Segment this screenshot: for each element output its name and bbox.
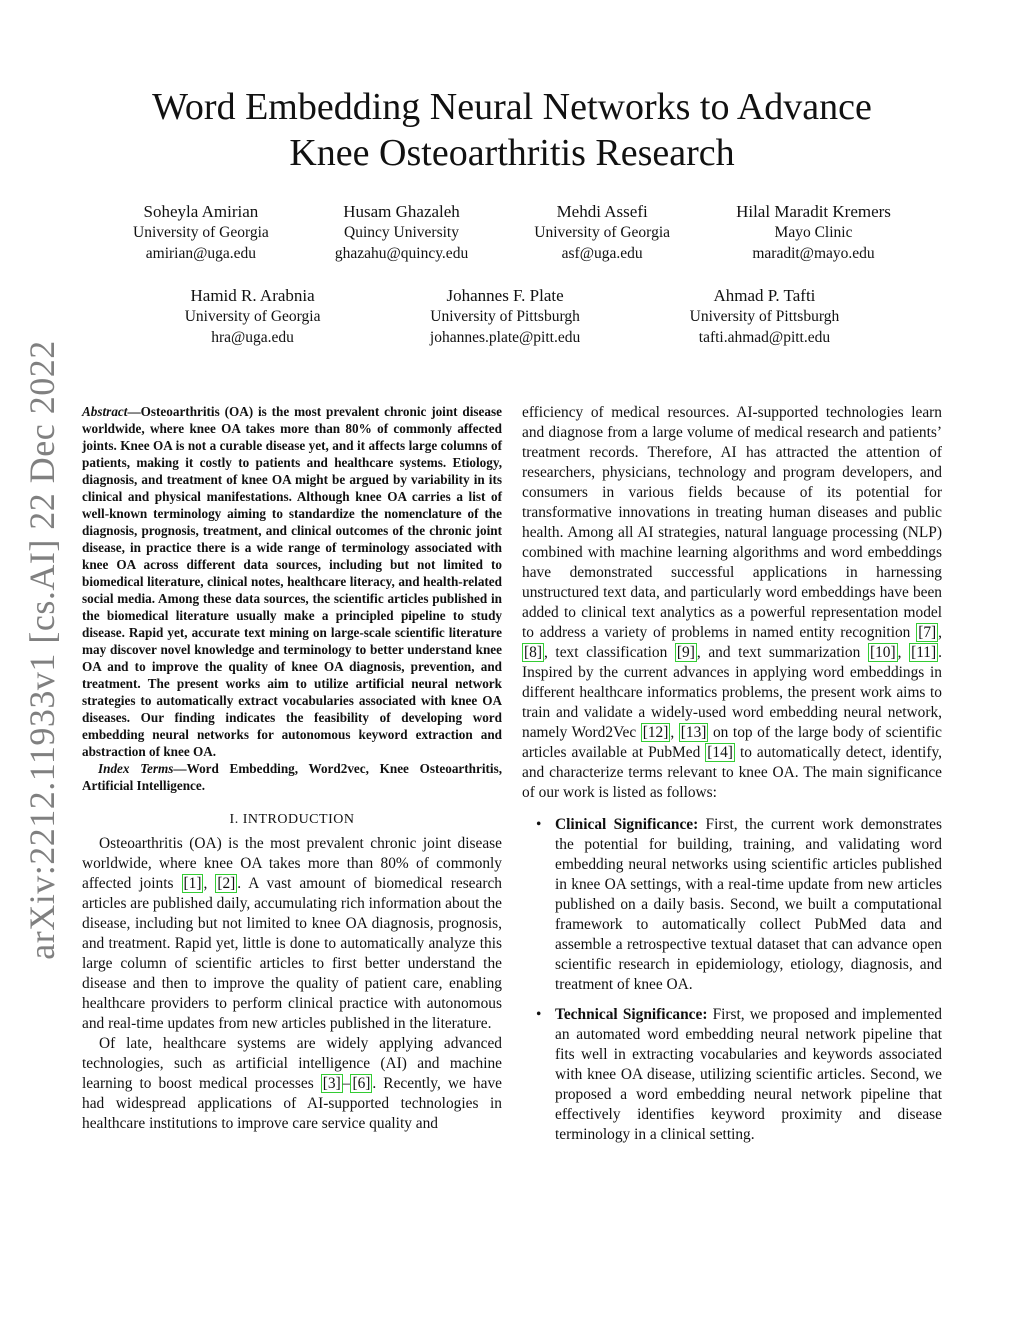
citation-link[interactable]: [13]: [680, 724, 707, 741]
author-row-1: [100, 201, 924, 264]
bullet-text: First, the current work demonstrates the potential for building, training, and validating word embedding neural networks using scientific articles published in knee OA settings, with a real-time update from new articles published on a daily basis. Second, we built a computational framework to automatically collect PubMed data and assemble a retrospective textual dataset that can advance open scientific research in epidemiology, etiology, diagnosis, and treatment of knee OA.: [555, 816, 943, 993]
text-run: Osteoarthritis (OA) is the most prevalent chronic joint disease worldwide, where knee OA takes more than 80% of commonly affected joints: [82, 835, 502, 892]
bullet-icon: •: [536, 816, 542, 833]
intro-paragraph-2: [82, 1034, 502, 1134]
author-block: [430, 285, 580, 348]
author-email[interactable]: amirian@uga.edu: [145, 245, 257, 262]
author-block: [534, 201, 670, 264]
author-email[interactable]: asf@uga.edu: [561, 245, 643, 262]
index-terms-text: —Word Embedding, Word2vec, Knee Osteoarthritis, Artificial Intelligence.: [82, 761, 502, 793]
text-run: efficiency of medical resources. AI-supported technologies learn and diagnose from a large volume of medical research and patients’ treatment records. Therefore, AI has attracted the attention of researchers, physicians, technology and program developers, and consumers in various fields because of its potential for transformative innovations in treating human diseases and public health. Among all AI strategies, natural language processing (NLP) combined with machine learning algorithms and word embeddings have demonstrated successful applications in harnessing unstructured text data, and particularly word embeddings have been added to clinical text analytics as a powerful representation model to address a variety of problems in named entity recognition: [522, 404, 942, 641]
abstract: [82, 403, 502, 760]
citation-link[interactable]: [3]: [322, 1075, 341, 1092]
author-affiliation: University of Georgia: [534, 224, 671, 241]
index-terms-label: Index Terms: [98, 761, 174, 776]
author-name: Johannes F. Plate: [446, 286, 564, 305]
author-affiliation: University of Georgia: [133, 224, 269, 241]
left-column: [82, 403, 502, 1134]
list-item: [522, 815, 942, 995]
right-column: [522, 403, 942, 1155]
author-name: Husam Ghazaleh: [343, 202, 460, 221]
list-item: [522, 1005, 942, 1145]
bullet-heading: Technical Significance:: [555, 1006, 708, 1023]
author-affiliation: Quincy University: [344, 224, 459, 241]
section-heading-introduction: I. INTRODUCTION: [229, 812, 355, 827]
author-email[interactable]: johannes.plate@pitt.edu: [429, 329, 581, 346]
author-affiliation: University of Pittsburgh: [689, 308, 840, 325]
author-affiliation: University of Georgia: [184, 308, 321, 325]
text-run: ,: [203, 875, 216, 892]
citation-link[interactable]: [2]: [217, 875, 236, 892]
abstract-label: Abstract: [82, 404, 128, 419]
title-line-2: Knee Osteoarthritis Research: [289, 132, 735, 174]
bullet-text: First, we proposed and implemented an automated word embedding neural network pipeline that fits well in extracting vocabularies and keywords associated with knee OA disease, utilizing scientific articles. Second, we proposed a word embedding neural network pipeline that effectively identifies keyword proximity and disease terminology in a clinical setting.: [555, 1006, 942, 1143]
author-affiliation: Mayo Clinic: [774, 224, 853, 241]
text-run: ,: [938, 624, 942, 641]
text-run: –: [342, 1075, 351, 1092]
text-run: , text classification: [543, 644, 675, 661]
author-name: Mehdi Assefi: [556, 202, 648, 221]
abstract-text: —Osteoarthritis (OA) is the most prevalent chronic joint disease worldwide, where knee OA takes more than 80% of commonly affected joints. Knee OA is not a curable disease yet, and it affects large columns of patients, making it costly to patients and healthcare systems. Etiology, diagnosis, and treatment of knee OA might be argued by variability in its clinical and physical manifestations. Although knee OA carries a list of well-known terminology aiming to standardize the nomenclature of the diagnosis, prognosis, treatment, and clinical outcomes of the chronic joint disease, in practice there is a wide range of terminology associated with knee OA across different data sources, including but not limited to biomedical literature, clinical notes, healthcare literacy, and health-related social media. Among these data sources, the scientific articles published in the biomedical literature usually make a principled pipeline to study disease. Rapid yet, accurate text mining on large-scale scientific literature may discover novel knowledge and terminology to better understand knee OA and to improve the quality of knee OA diagnosis, prevention, and treatment. The present works aim to utilize artificial neural network strategies to automatically extract vocabularies associated with knee OA diseases. Our finding indicates the feasibility of developing word embedding neural networks for autonomous keyword extraction and abstraction of knee OA.: [82, 404, 502, 759]
citation-link[interactable]: [8]: [524, 644, 542, 661]
author-email[interactable]: ghazahu@quincy.edu: [334, 245, 469, 262]
author-block: [736, 201, 891, 264]
author-email[interactable]: tafti.ahmad@pitt.edu: [698, 329, 831, 346]
text-run: ,: [670, 724, 679, 741]
author-affiliation: University of Pittsburgh: [430, 308, 580, 325]
text-run: , and text summarization: [696, 644, 868, 661]
text-run: to automatically detect, identify, and characterize terms relevant to knee OA. The main significance of our work is listed as follows:: [522, 744, 943, 801]
author-block: [133, 201, 269, 264]
author-email[interactable]: maradit@mayo.edu: [752, 245, 875, 262]
intro-paragraph-3: [522, 403, 942, 803]
intro-paragraph-1: [82, 834, 502, 1034]
citation-link[interactable]: [1]: [183, 875, 202, 892]
author-row-2: [130, 285, 894, 348]
citation-link[interactable]: [10]: [869, 644, 896, 661]
citation-link[interactable]: [7]: [918, 624, 937, 641]
text-run: ,: [897, 644, 910, 661]
paper-title: [100, 84, 924, 176]
title-line-1: Word Embedding Neural Networks to Advance: [152, 86, 872, 128]
text-run: on top of the large body of scientific articles available at PubMed: [522, 724, 942, 761]
author-name: Hamid R. Arabnia: [190, 286, 315, 305]
significance-list: [522, 815, 942, 1145]
author-name: Ahmad P. Tafti: [713, 286, 816, 305]
author-block: [335, 201, 468, 264]
index-terms: [82, 760, 502, 794]
bullet-heading: Clinical Significance:: [555, 816, 699, 833]
text-run: . A vast amount of biomedical research articles are published daily, accumulating rich information about the disease, including but not limited to knee OA diagnosis, prognosis, and treatment. Rapid yet, little is done to automatically analyze this large column of scientific articles to first better understand the disease and then to improve the quality of patient care, enabling healthcare providers to perform clinical practice with autonomous and real-time updates from new articles published in the literature.: [82, 875, 502, 1032]
author-name: Hilal Maradit Kremers: [736, 202, 891, 221]
author-block: [185, 285, 321, 348]
citation-link[interactable]: [9]: [676, 644, 695, 661]
text-run: Of late, healthcare systems are widely applying advanced technologies, such as artificial intelligence (AI) and machine learning to boost medical processes: [82, 1035, 502, 1092]
citation-link[interactable]: [6]: [352, 1075, 371, 1092]
citation-link[interactable]: [12]: [642, 724, 669, 741]
citation-link[interactable]: [11]: [911, 644, 937, 661]
author-email[interactable]: hra@uga.edu: [211, 329, 294, 346]
arxiv-identifier: arXiv:2212.11933v1 [cs.AI] 22 Dec 2022: [22, 340, 62, 960]
author-name: Soheyla Amirian: [143, 202, 259, 221]
text-run: . Inspired by the current advances in applying word embeddings in different healthcare informatics problems, the present work aims to train and validate a widely-used word embedding neural network, namely Word2Vec: [522, 644, 942, 741]
citation-link[interactable]: [14]: [707, 744, 733, 761]
bullet-icon: •: [536, 1006, 542, 1023]
author-block: [690, 285, 840, 348]
text-run: . Recently, we have had widespread applications of AI-supported technologies in healthcare institutions to improve care service quality and: [82, 1075, 502, 1132]
